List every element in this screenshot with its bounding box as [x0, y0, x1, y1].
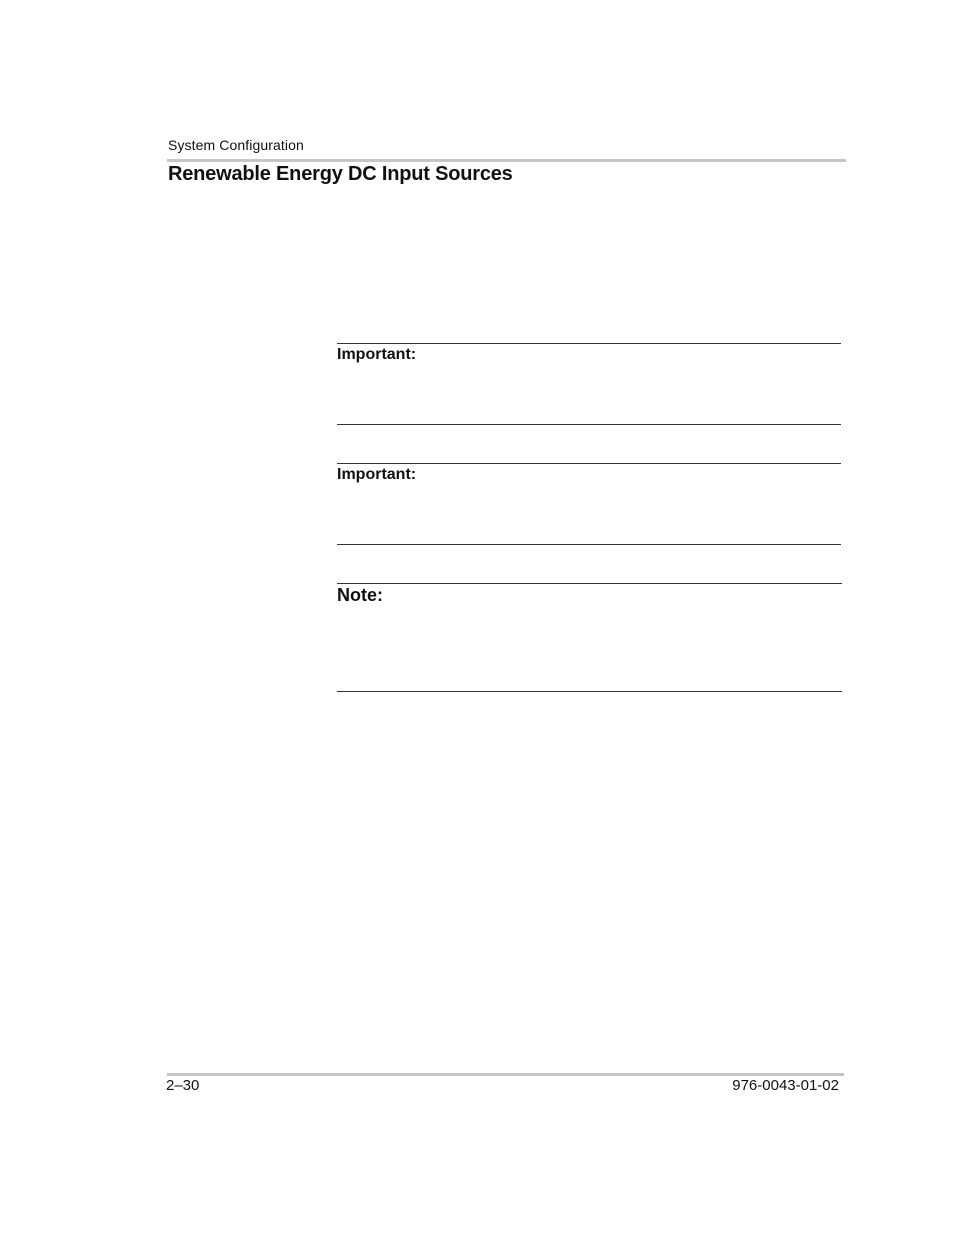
running-header: System Configuration: [168, 137, 304, 153]
section-title: Renewable Energy DC Input Sources: [168, 163, 513, 185]
footer-rule: [167, 1073, 844, 1076]
callout-label: Important:: [337, 466, 417, 483]
callout-label: Note:: [337, 585, 383, 605]
important-callout-1: [337, 343, 841, 425]
important-callout-2: [337, 463, 841, 545]
document-number: 976-0043-01-02: [732, 1077, 839, 1094]
callout-label: Important:: [337, 346, 417, 363]
page-number: 2–30: [166, 1077, 200, 1094]
header-rule: [167, 159, 846, 162]
note-callout: [337, 583, 842, 692]
